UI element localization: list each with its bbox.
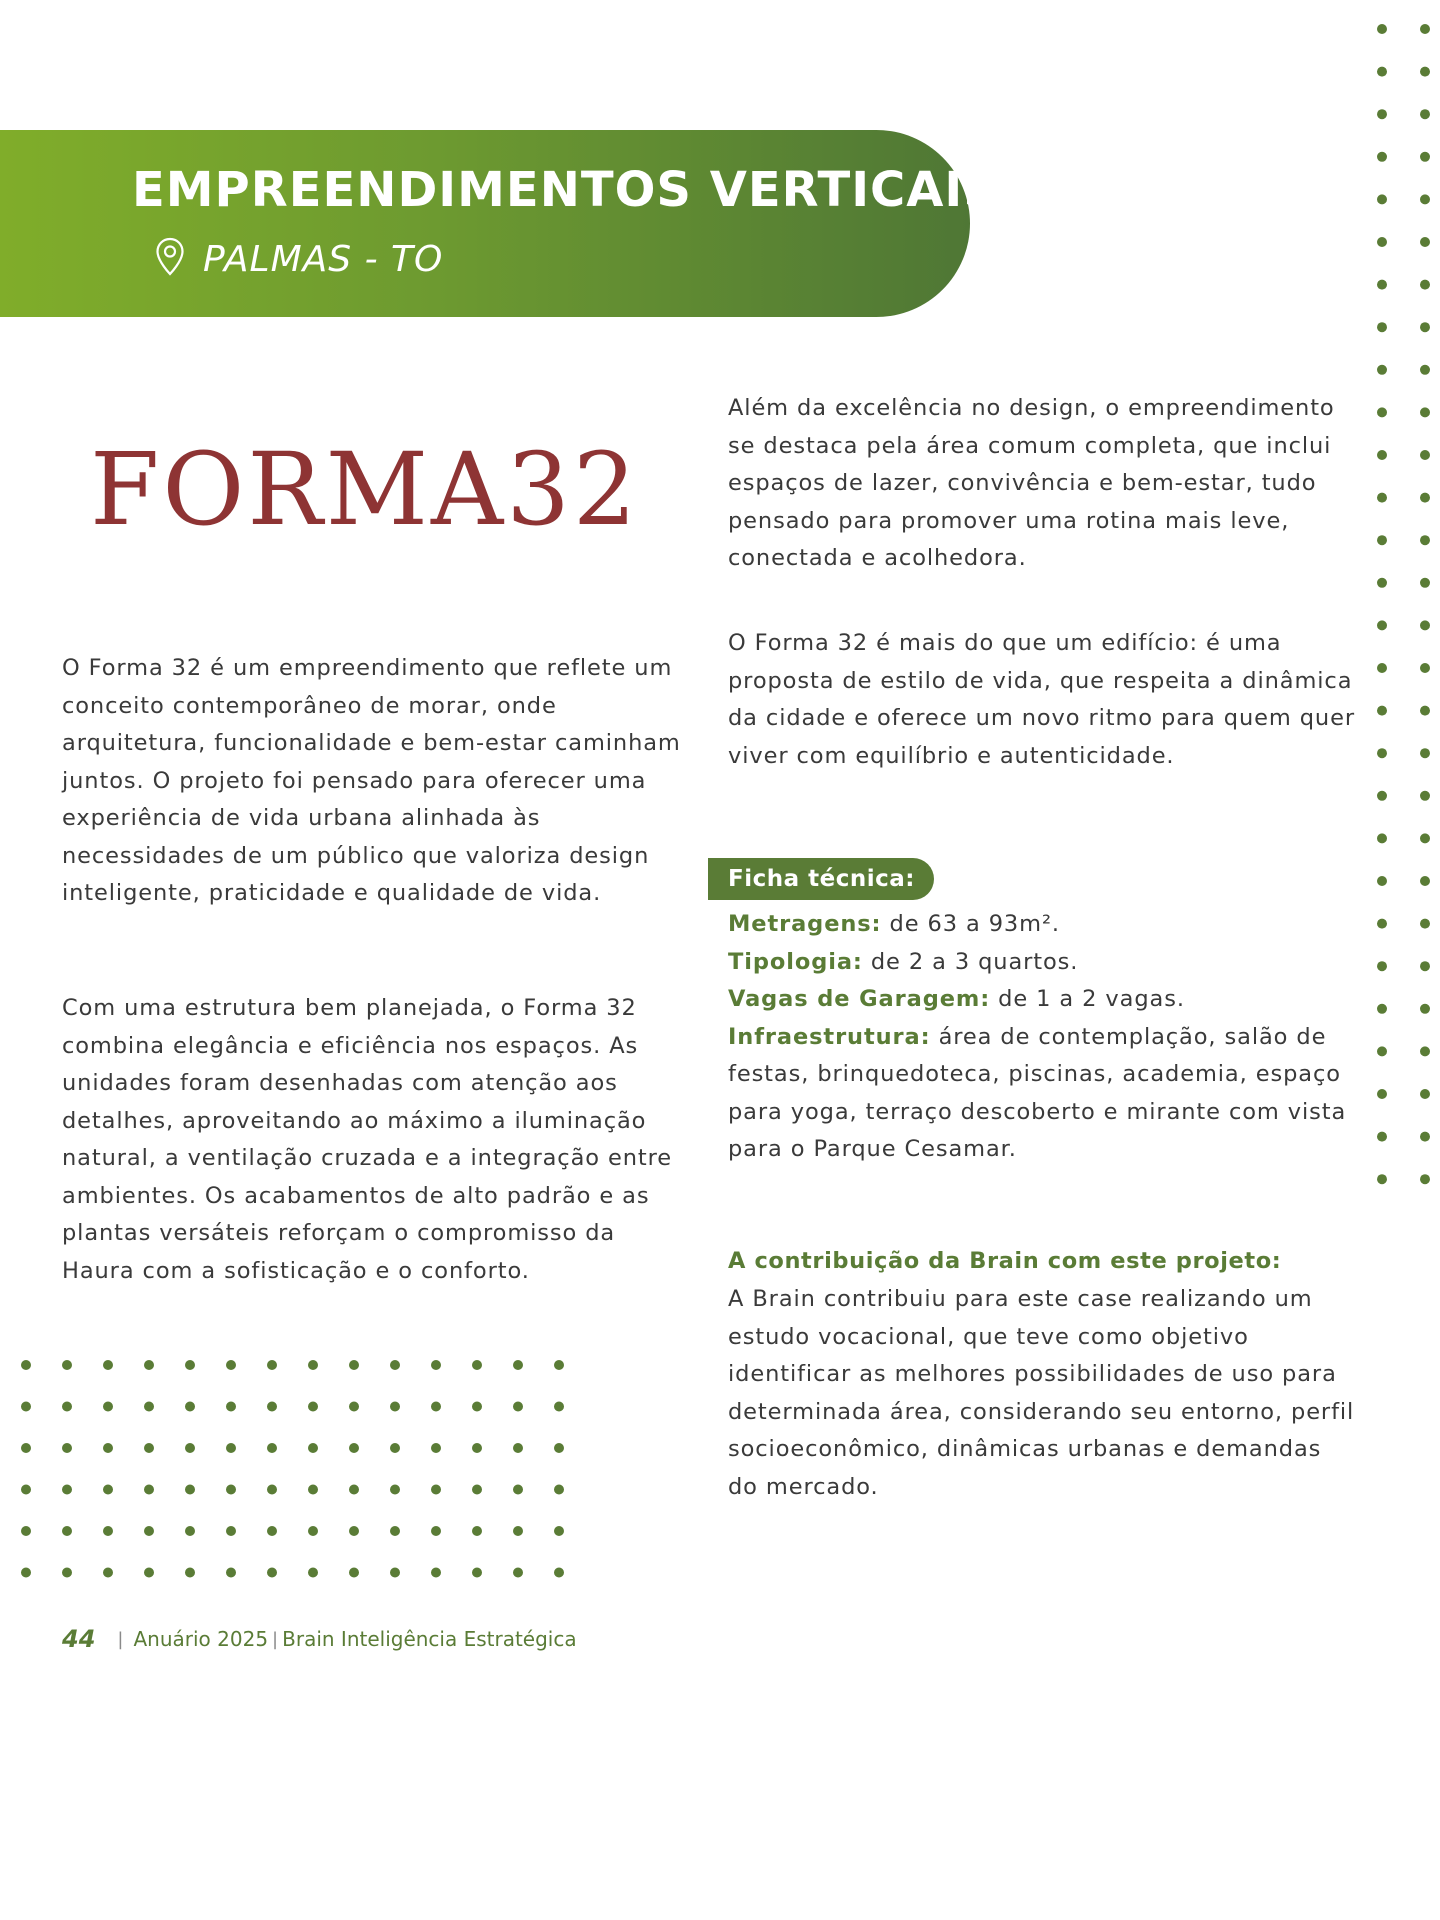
decorative-dot	[226, 1360, 236, 1370]
decorative-dot	[349, 1402, 359, 1412]
decorative-dot	[1420, 1174, 1430, 1184]
decorative-dot	[1377, 791, 1387, 801]
decorative-dot	[349, 1568, 359, 1578]
footer-publication: Anuário 2025	[133, 1627, 269, 1651]
decorative-dot	[267, 1443, 277, 1453]
decorative-dot	[1420, 67, 1430, 77]
decorative-dot	[1377, 706, 1387, 716]
decorative-dot	[1377, 365, 1387, 375]
decorative-dot	[1377, 450, 1387, 460]
decorative-dot	[1377, 833, 1387, 843]
decorative-dot	[1377, 237, 1387, 247]
lifestyle-paragraph: O Forma 32 é mais do que um edifício: é uma proposta de estilo de vida, que respeita a dinâmica da cidade e oferece um novo ritmo para quem quer viver com equilíbrio e autenticidade.	[728, 630, 1355, 769]
decorative-dot	[1420, 237, 1430, 247]
decorative-dot	[472, 1402, 482, 1412]
decorative-dot	[1377, 1004, 1387, 1014]
decorative-dot	[431, 1485, 441, 1495]
decorative-dot	[1377, 194, 1387, 204]
ficha-item-label: Tipologia:	[728, 948, 863, 975]
decorative-dot	[62, 1402, 72, 1412]
structure-paragraph: Com uma estrutura bem planejada, o Forma 32 combina elegância e eficiência nos espaços. As unidades foram desenhadas com atenção aos detalhes, aproveitando ao máximo a iluminação natural, a ventilação cruzada e a integração entre ambientes. Os acabamentos de alto padrão e as plantas versáteis reforçam o compromisso da Haura com a sofisticação e o conforto.	[62, 995, 673, 1284]
decorative-dot	[1420, 833, 1430, 843]
decorative-dot	[1420, 1004, 1430, 1014]
decorative-dot	[62, 1443, 72, 1453]
decorative-dot	[103, 1402, 113, 1412]
decorative-dot	[431, 1402, 441, 1412]
decorative-dot	[267, 1360, 277, 1370]
decorative-dot	[226, 1526, 236, 1536]
decorative-dot	[267, 1402, 277, 1412]
decorative-dot	[185, 1402, 195, 1412]
decorative-dot	[308, 1485, 318, 1495]
decorative-dot	[1420, 109, 1430, 119]
ficha-tecnica-list	[728, 906, 1358, 1169]
decorative-dot	[390, 1402, 400, 1412]
decorative-dot	[1420, 663, 1430, 673]
decorative-dot	[1420, 748, 1430, 758]
ficha-item-value: área de contemplação, salão de festas, brinquedoteca, piscinas, academia, espaço para yoga, terraço descoberto e mirante com vista para o Parque Cesamar.	[728, 1023, 1347, 1162]
decorative-dot	[1377, 876, 1387, 886]
forma32-logo: FORMA32	[90, 431, 640, 548]
decorative-dot	[1377, 578, 1387, 588]
decorative-dot	[267, 1526, 277, 1536]
decorative-dot	[1377, 1046, 1387, 1056]
decorative-dot	[21, 1443, 31, 1453]
decorative-dot	[1420, 450, 1430, 460]
decorative-dot	[308, 1402, 318, 1412]
contribution-title: A contribuição da Brain com este projeto:	[728, 1248, 1282, 1274]
decorative-dot	[554, 1526, 564, 1536]
decorative-dot	[1420, 919, 1430, 929]
decorative-dot	[472, 1568, 482, 1578]
decorative-dot	[390, 1568, 400, 1578]
decorative-dot	[349, 1360, 359, 1370]
decorative-dot	[308, 1526, 318, 1536]
page-title: EMPREENDIMENTOS VERTICAIS	[132, 162, 999, 218]
decorative-dot	[185, 1360, 195, 1370]
decorative-dot	[1377, 919, 1387, 929]
decorative-dot	[21, 1485, 31, 1495]
decorative-dot	[1377, 1132, 1387, 1142]
decorative-dot	[513, 1485, 523, 1495]
decorative-dot	[431, 1443, 441, 1453]
footer-separator: |	[117, 1628, 124, 1650]
decorative-dot	[1420, 280, 1430, 290]
decorative-dot	[1377, 1089, 1387, 1099]
decorative-dot	[1377, 322, 1387, 332]
decorative-dot	[185, 1443, 195, 1453]
decorative-dot	[1377, 1174, 1387, 1184]
decorative-dot	[1420, 1132, 1430, 1142]
decorative-dot	[431, 1526, 441, 1536]
decorative-dot	[349, 1526, 359, 1536]
decorative-dot	[62, 1360, 72, 1370]
decorative-dot	[1420, 578, 1430, 588]
decorative-dot	[390, 1526, 400, 1536]
decorative-dot	[1420, 620, 1430, 630]
decorative-dot	[472, 1485, 482, 1495]
decorative-dot	[144, 1568, 154, 1578]
decorative-dot	[1377, 493, 1387, 503]
ficha-item-label: Infraestrutura:	[728, 1023, 931, 1050]
decorative-dot	[513, 1360, 523, 1370]
intro-paragraph: O Forma 32 é um empreendimento que reflete um conceito contemporâneo de morar, onde arquitetura, funcionalidade e bem-estar caminham juntos. O projeto foi pensado para oferecer uma experiência de vida urbana alinhada às necessidades de um público que valoriza design inteligente, praticidade e qualidade de vida.	[62, 655, 681, 906]
location-line	[155, 236, 443, 282]
decorative-dot	[21, 1360, 31, 1370]
decorative-dot	[1420, 407, 1430, 417]
ficha-item-vagas	[728, 981, 1358, 1019]
decorative-dot	[1420, 1046, 1430, 1056]
decorative-dot	[390, 1485, 400, 1495]
decorative-dot	[431, 1568, 441, 1578]
footer-company: Brain Inteligência Estratégica	[282, 1627, 577, 1651]
decorative-dot	[1420, 876, 1430, 886]
decorative-dot	[390, 1360, 400, 1370]
decorative-dot	[1420, 493, 1430, 503]
decorative-dot	[1377, 748, 1387, 758]
ficha-item-label: Metragens:	[728, 911, 882, 937]
ficha-item-tipologia	[728, 944, 1358, 982]
decorative-dot	[513, 1526, 523, 1536]
decorative-dot	[1420, 322, 1430, 332]
decorative-dot	[554, 1568, 564, 1578]
location-text: PALMAS - TO	[203, 238, 444, 280]
ficha-item-label: Vagas de Garagem:	[728, 986, 991, 1012]
decorative-dot	[472, 1443, 482, 1453]
decorative-dot	[267, 1485, 277, 1495]
decorative-dot	[554, 1402, 564, 1412]
ficha-item-value: de 1 a 2 vagas.	[990, 986, 1185, 1012]
decorative-dot	[62, 1526, 72, 1536]
decorative-dot	[1420, 706, 1430, 716]
decorative-dot	[308, 1443, 318, 1453]
decorative-dot	[226, 1402, 236, 1412]
decorative-dot	[1377, 24, 1387, 34]
decorative-dot	[431, 1360, 441, 1370]
ficha-tecnica-badge	[708, 858, 934, 900]
decorative-dot	[308, 1360, 318, 1370]
decorative-dot	[1377, 535, 1387, 545]
decorative-dot	[513, 1402, 523, 1412]
decorative-dot	[1420, 961, 1430, 971]
decorative-dot	[1420, 365, 1430, 375]
page-number: 44	[62, 1625, 96, 1653]
decorative-dots-right	[1368, 0, 1440, 1200]
decorative-dot	[513, 1568, 523, 1578]
header-banner	[0, 130, 970, 317]
decorative-dot	[554, 1485, 564, 1495]
decorative-dot	[1420, 152, 1430, 162]
decorative-dot	[226, 1568, 236, 1578]
ficha-tecnica-title: Ficha técnica:	[728, 866, 915, 892]
decorative-dot	[103, 1443, 113, 1453]
footer	[62, 1622, 577, 1656]
location-pin-icon	[155, 237, 185, 281]
decorative-dot	[185, 1485, 195, 1495]
decorative-dot	[144, 1485, 154, 1495]
decorative-dot	[513, 1443, 523, 1453]
decorative-dots-bottom	[12, 1350, 572, 1580]
decorative-dot	[1420, 194, 1430, 204]
decorative-dot	[103, 1485, 113, 1495]
decorative-dot	[1377, 620, 1387, 630]
ficha-item-value: de 2 a 3 quartos.	[862, 948, 1079, 975]
decorative-dot	[226, 1443, 236, 1453]
decorative-dot	[1420, 791, 1430, 801]
decorative-dot	[1420, 1089, 1430, 1099]
decorative-dot	[144, 1402, 154, 1412]
decorative-dot	[554, 1360, 564, 1370]
decorative-dot	[21, 1526, 31, 1536]
decorative-dot	[1377, 280, 1387, 290]
decorative-dot	[21, 1568, 31, 1578]
decorative-dot	[226, 1485, 236, 1495]
contribution-paragraph: A Brain contribuiu para este case realizando um estudo vocacional, que teve como objetivo identificar as melhores possibilidades de uso para determinada área, considerando seu entorno, perfil socioeconômico, dinâmicas urbanas e demandas do mercado.	[728, 1286, 1355, 1500]
ficha-item-metragens	[728, 906, 1358, 944]
decorative-dot	[103, 1568, 113, 1578]
decorative-dot	[144, 1526, 154, 1536]
decorative-dot	[21, 1402, 31, 1412]
decorative-dot	[103, 1360, 113, 1370]
decorative-dot	[1377, 109, 1387, 119]
decorative-dot	[185, 1526, 195, 1536]
decorative-dot	[1377, 152, 1387, 162]
decorative-dot	[1377, 67, 1387, 77]
decorative-dot	[1377, 663, 1387, 673]
decorative-dot	[1420, 24, 1430, 34]
decorative-dot	[472, 1526, 482, 1536]
decorative-dot	[349, 1485, 359, 1495]
decorative-dot	[1420, 535, 1430, 545]
decorative-dot	[62, 1485, 72, 1495]
decorative-dot	[62, 1568, 72, 1578]
decorative-dot	[349, 1443, 359, 1453]
decorative-dot	[267, 1568, 277, 1578]
decorative-dot	[554, 1443, 564, 1453]
ficha-item-value: de 63 a 93m².	[881, 911, 1060, 937]
decorative-dot	[472, 1360, 482, 1370]
decorative-dot	[390, 1443, 400, 1453]
footer-separator: |	[272, 1628, 279, 1650]
decorative-dot	[103, 1526, 113, 1536]
decorative-dot	[144, 1443, 154, 1453]
common-area-paragraph: Além da excelência no design, o empreendimento se destaca pela área comum completa, que inclui espaços de lazer, convivência e bem-estar, tudo pensado para promover uma rotina mais leve, conectada e acolhedora.	[728, 395, 1335, 571]
decorative-dot	[185, 1568, 195, 1578]
ficha-item-infraestrutura	[728, 1019, 1358, 1169]
decorative-dot	[1377, 961, 1387, 971]
decorative-dot	[1377, 407, 1387, 417]
decorative-dot	[308, 1568, 318, 1578]
decorative-dot	[144, 1360, 154, 1370]
